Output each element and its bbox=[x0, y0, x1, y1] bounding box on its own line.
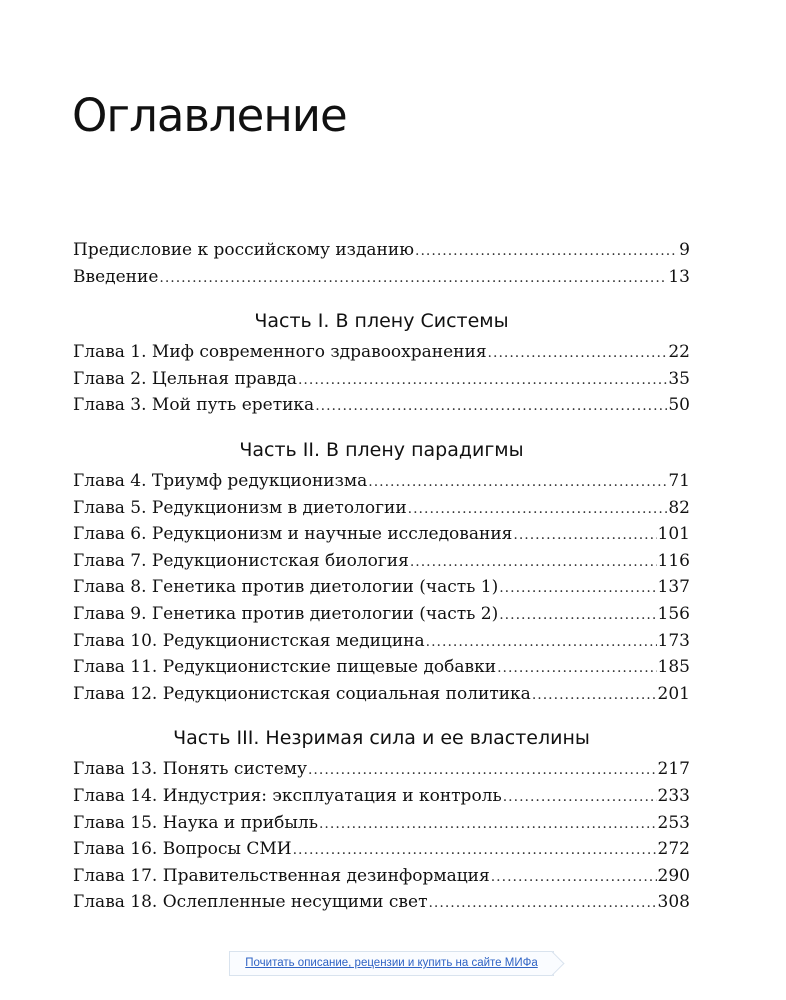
dot-leader bbox=[298, 367, 667, 394]
part-heading-1: Часть I. В плену Системы bbox=[254, 310, 509, 333]
toc-entry-chapter-16 bbox=[73, 836, 690, 863]
toc-entry-page: 22 bbox=[668, 342, 690, 363]
dot-leader bbox=[415, 238, 678, 265]
toc-entry-page: 272 bbox=[657, 839, 690, 860]
toc-entry-label: Глава 2. Цельная правда bbox=[73, 368, 297, 389]
toc-entry-label: Глава 10. Редукционистская медицина bbox=[73, 630, 425, 651]
toc-entry-chapter-9 bbox=[73, 601, 690, 628]
toc-entry-label: Глава 1. Миф современного здравоохранения bbox=[73, 342, 487, 363]
dot-leader bbox=[499, 602, 656, 629]
toc-entry-chapter-11 bbox=[73, 654, 690, 681]
toc-entry-chapter-8 bbox=[73, 574, 690, 601]
toc-entry-introduction bbox=[73, 264, 690, 291]
table-of-contents bbox=[73, 237, 690, 916]
toc-entry-label: Глава 12. Редукционистская социальная политика bbox=[73, 683, 531, 704]
toc-entry-page: 217 bbox=[657, 759, 690, 780]
dot-leader bbox=[503, 784, 657, 811]
toc-entry-label: Предисловие к российскому изданию bbox=[73, 240, 415, 260]
toc-entry-preface bbox=[73, 237, 690, 264]
toc-entry-label: Глава 3. Мой путь еретика bbox=[73, 395, 315, 416]
toc-entry-page: 101 bbox=[657, 524, 690, 545]
toc-entry-chapter-5 bbox=[73, 495, 690, 522]
toc-entry-page: 137 bbox=[657, 577, 690, 598]
toc-entry-chapter-6 bbox=[73, 521, 690, 548]
toc-entry-page: 9 bbox=[679, 240, 690, 260]
toc-entry-label: Введение bbox=[73, 266, 159, 287]
toc-entry-label: Глава 6. Редукционизм и научные исследования bbox=[73, 524, 513, 545]
dot-leader bbox=[410, 549, 657, 576]
buy-on-mif-link[interactable]: Почитать описание, рецензии и купить на сайте МИФа bbox=[229, 951, 554, 976]
dot-leader bbox=[488, 340, 668, 367]
toc-entry-label: Глава 5. Редукционизм в диетологии bbox=[73, 497, 407, 518]
toc-entry-label: Глава 8. Генетика против диетологии (часть 1) bbox=[73, 577, 499, 598]
toc-entry-chapter-1 bbox=[73, 339, 690, 366]
toc-entry-chapter-10 bbox=[73, 628, 690, 655]
toc-entry-page: 253 bbox=[657, 812, 690, 833]
toc-entry-chapter-15 bbox=[73, 810, 690, 837]
toc-entry-page: 308 bbox=[657, 892, 690, 913]
toc-entry-chapter-13 bbox=[73, 756, 690, 783]
dot-leader bbox=[368, 469, 667, 496]
dot-leader bbox=[293, 837, 657, 864]
part-heading-3: Часть III. Незримая сила и ее властелины bbox=[173, 727, 590, 750]
toc-entry-label: Глава 11. Редукционистские пищевые добавки bbox=[73, 657, 497, 678]
toc-entry-page: 50 bbox=[668, 395, 690, 416]
toc-entry-page: 185 bbox=[657, 657, 690, 678]
toc-entry-chapter-12 bbox=[73, 681, 690, 708]
toc-entry-page: 201 bbox=[657, 683, 690, 704]
toc-entry-chapter-17 bbox=[73, 863, 690, 890]
toc-entry-page: 156 bbox=[657, 603, 690, 624]
toc-entry-label: Глава 15. Наука и прибыль bbox=[73, 812, 318, 833]
toc-entry-label: Глава 7. Редукционистская биология bbox=[73, 550, 409, 571]
dot-leader bbox=[491, 864, 657, 891]
toc-entry-label: Глава 13. Понять систему bbox=[73, 759, 307, 780]
dot-leader bbox=[408, 496, 668, 523]
toc-entry-page: 82 bbox=[668, 497, 690, 518]
toc-entry-label: Глава 9. Генетика против диетологии (часть 2) bbox=[73, 603, 499, 624]
page-title: Оглавление bbox=[72, 89, 347, 142]
toc-entry-label: Глава 16. Вопросы СМИ bbox=[73, 839, 292, 860]
toc-entry-chapter-18 bbox=[73, 889, 690, 916]
toc-entry-page: 233 bbox=[657, 785, 690, 806]
part-heading-2: Часть II. В плену парадигмы bbox=[239, 438, 524, 461]
toc-entry-chapter-4 bbox=[73, 468, 690, 495]
dot-leader bbox=[308, 757, 657, 784]
toc-entry-page: 290 bbox=[657, 865, 690, 886]
toc-entry-page: 71 bbox=[668, 470, 690, 491]
dot-leader bbox=[319, 811, 657, 838]
toc-entry-label: Глава 14. Индустрия: эксплуатация и контроль bbox=[73, 785, 502, 806]
toc-entry-page: 13 bbox=[668, 266, 690, 287]
toc-entry-label: Глава 18. Ослепленные несущими свет bbox=[73, 892, 428, 913]
toc-entry-label: Глава 17. Правительственная дезинформация bbox=[73, 865, 490, 886]
toc-entry-page: 116 bbox=[657, 550, 690, 571]
toc-entry-page: 173 bbox=[657, 630, 690, 651]
dot-leader bbox=[315, 393, 667, 420]
dot-leader bbox=[532, 682, 657, 709]
dot-leader bbox=[428, 890, 656, 917]
toc-entry-chapter-2 bbox=[73, 366, 690, 393]
dot-leader bbox=[426, 629, 657, 656]
toc-entry-chapter-14 bbox=[73, 783, 690, 810]
toc-entry-page: 35 bbox=[668, 368, 690, 389]
dot-leader bbox=[499, 575, 656, 602]
dot-leader bbox=[497, 655, 656, 682]
toc-entry-chapter-3 bbox=[73, 392, 690, 419]
dot-leader bbox=[159, 265, 667, 292]
toc-entry-chapter-7 bbox=[73, 548, 690, 575]
toc-entry-label: Глава 4. Триумф редукционизма bbox=[73, 470, 368, 491]
dot-leader bbox=[513, 522, 656, 549]
